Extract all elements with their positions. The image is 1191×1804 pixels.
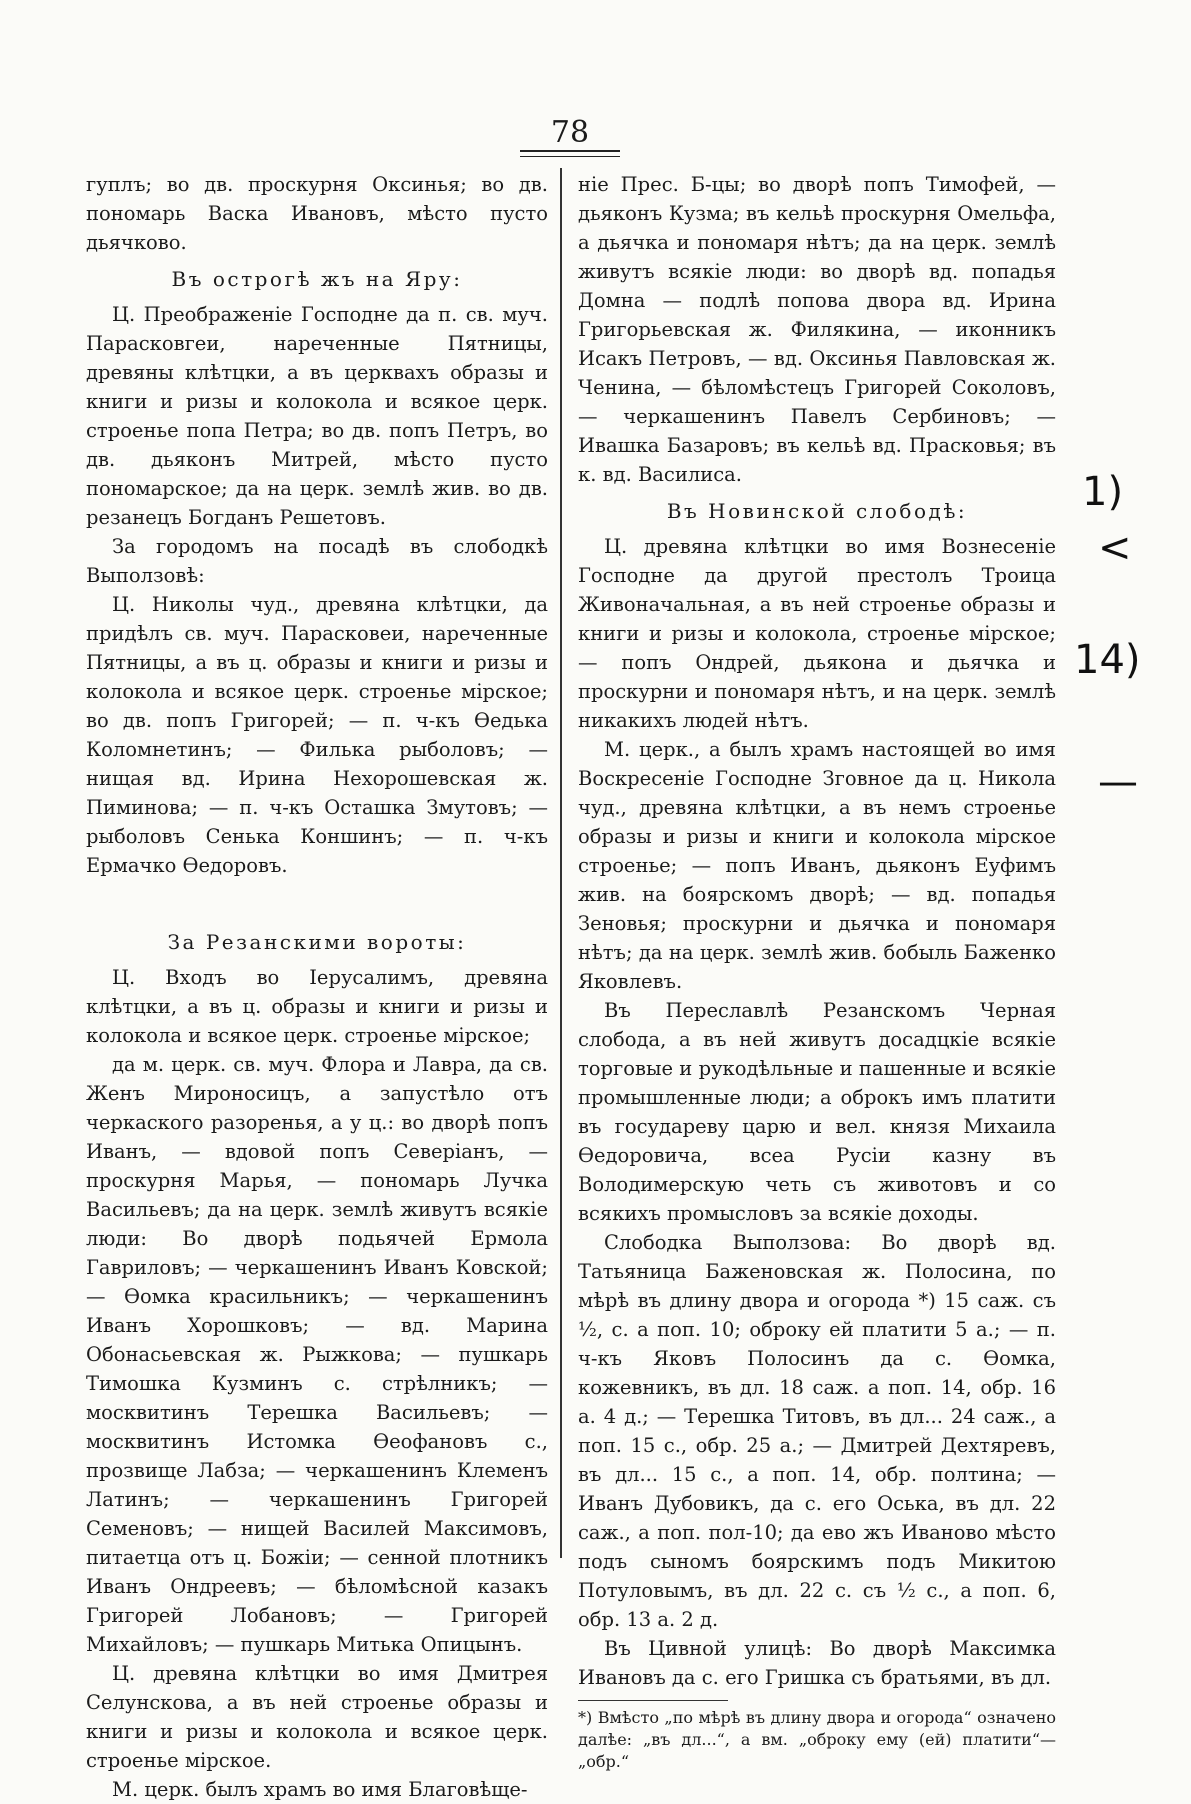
left-column [86,170,548,1801]
paragraph: ніе Прес. Б-цы; во дворѣ попъ Тимофей, — дьяконъ Кузма; въ кельѣ проскурня Омельфа, а дьячка и пономаря нѣтъ; да на церк. землѣ живутъ всякіе люди: во дворѣ вд. попадья Домна — подлѣ попова двора вд. Ирина Григорьевская ж. Филякина, — иконникъ Исакъ Петровъ, — вд. Оксинья Павловская ж. Ченина, — бѣломѣстецъ Григорей Соколовъ, — черкашенинъ Павелъ Сербиновъ; — Ивашка Базаровъ; въ кельѣ вд. Прасковья; въ к. вд. Василиса. [578,173,1056,486]
paragraph: Ц. Преображеніе Господне да п. св. муч. Парасковгеи, нареченные Пятницы, древяны клѣтцки, а въ церквахъ образы и книги и ризы и колокола и всякое церк. строенье попа Петра; во дв. попъ Петръ, во дв. дьяконъ Митрей, мѣсто пусто пономарское; да на церк. землѣ жив. во дв. резанецъ Богданъ Решетовъ. [86,303,548,529]
paragraph: М. церк., а былъ храмъ настоящей во имя Воскресеніе Господне Зговное да ц. Никола чуд., древяна клѣтцки, а въ немъ строенье образы и ризы и книги и колокола мірское строенье; — попъ Иванъ, дьяконъ Еуфимъ жив. на боярскомъ дворѣ; — вд. попадья Зеновья; проскурни и дьячка и пономаря нѣтъ; да на церк. землѣ жив. бобыль Баженко Яковлевъ. [578,738,1056,993]
section-heading: За Резанскими вороты: [167,930,467,954]
margin-mark-3: 14) [1074,637,1141,683]
footnote-rule [578,1700,728,1701]
right-column [578,170,1056,1771]
margin-mark-2: < [1098,525,1132,571]
paragraph: За городомъ на посадѣ въ слободкѣ Выползовѣ: [86,535,548,587]
column-divider [560,168,562,1558]
paragraph: Въ Переславлѣ Резанскомъ Черная слобода, а въ ней живутъ досадцкіе всякіе торговые и рукодѣльные и пашенные и всякіе промышленные люди; а оброкъ имъ платити въ государеву царю и вел. князя Михаила Өедоровича, всеа Русіи казну въ Володимерскую четь съ животовъ и со всякихъ промысловъ за всякіе доходы. [578,999,1056,1225]
paragraph: гуплъ; во дв. проскурня Оксинья; во дв. пономарь Васка Ивановъ, мѣсто пусто дьячково. [86,173,548,254]
paragraph: Ц. древяна клѣтцки во имя Вознесеніе Господне да другой престолъ Троица Живоначальная, а въ ней строенье образы и книги и ризы и колокола, строенье мірское; — попъ Ондрей, дьякона и дьячка и проскурни и пономаря нѣтъ, и на церк. землѣ никакихъ людей нѣтъ. [578,535,1056,732]
paragraph: Ц. Входъ во Іерусалимъ, древяна клѣтцки, а въ ц. образы и книги и ризы и колокола и всякое церк. строенье мірское; [86,966,548,1047]
section-heading: Въ острогѣ жъ на Яру: [171,267,463,291]
paragraph: Ц. древяна клѣтцки во имя Дмитрея Селунскова, а въ ней строенье образы и книги и ризы и колокола и всякое церк. строенье мірское. [86,1662,548,1772]
paragraph: Ц. Николы чуд., древяна клѣтцки, да придѣлъ св. муч. Парасковеи, нареченные Пятницы, а въ ц. образы и книги и ризы и колокола и всякое церк. строенье мірское; во дв. попъ Григорей; — п. ч-къ Өедька Коломнетинъ; — Филька рыболовъ; — нищая вд. Ирина Нехорошевская ж. Пиминова; — п. ч-къ Осташка Змутовъ; — рыболовъ Сенька Коншинъ; — п. ч-къ Ермачко Өедоровъ. [86,593,548,877]
paragraph: да м. церк. св. муч. Флора и Лавра, да св. Женъ Мироносицъ, а запустѣло отъ черкаского разоренья, а у ц.: во дворѣ попъ Иванъ, — вдовой попъ Северіанъ, — проскурня Марья, — пономарь Лучка Васильевъ; да на церк. землѣ живутъ всякіе люди: Во дворѣ подьячей Ермола Гавриловъ; — черкашенинъ Иванъ Ковской; — Өомка красильникъ; — черкашенинъ Иванъ Хорошковъ; — вд. Марина Обонасьевская ж. Рыжкова; — пушкарь Тимошка Кузминъ с. стрѣлникъ; — москвитинъ Терешка Васильевъ; — москвитинъ Истомка Өеофановъ с., прозвище Лабза; — черкашенинъ Клеменъ Латинъ; — черкашенинъ Григорей Семеновъ; — нищей Василей Максимовъ, питаетца отъ ц. Божіи; — сенной плотникъ Иванъ Ондреевъ; — бѣломѣсной казакъ Григорей Лобановъ; — Григорей Михайловъ; — пушкарь Митька Опицынъ. [86,1053,548,1656]
paragraph: М. церк. былъ храмъ во имя Благовѣще- [112,1778,528,1801]
footnote: *) Вмѣсто „по мѣрѣ въ длину двора и огорода“ означено далѣе: „въ дл...“, а вм. „оброку ему (ей) платити“—„обр.“ [578,1708,1056,1771]
paragraph: Въ Цивной улицѣ: Во дворѣ Максимка Ивановъ да с. его Гришка съ братьями, въ дл. [578,1637,1056,1689]
margin-mark-4: — [1098,759,1138,805]
paragraph-gap [86,880,548,920]
section-heading: Въ Новинской слободѣ: [666,499,968,523]
page-number: 78 [550,115,590,150]
margin-mark-1: 1) [1082,469,1124,515]
page-number-rule [520,150,620,157]
paragraph: Слободка Выползова: Во дворѣ вд. Татьяница Баженовская ж. Полосина, по мѣрѣ въ длину двора и огорода *) 15 саж. съ ½, с. а поп. 10; оброку ей платити 5 а.; — п. ч-къ Яковъ Полосинъ да с. Өомка, кожевникъ, въ дл. 18 саж. а поп. 14, обр. 16 а. 4 д.; — Терешка Титовъ, въ дл... 24 саж., а поп. 15 с., обр. 25 а.; — Дмитрей Дехтяревъ, въ дл... 15 с., а поп. 14, обр. полтина; — Иванъ Дубовикъ, да с. его Оська, въ дл. 22 саж., а поп. пол-10; да ево жъ Иваново мѣсто подъ сыномъ боярскимъ подъ Микитою Потуловымъ, въ дл. 22 с. съ ½ с., а поп. 6, обр. 13 а. 2 д. [578,1231,1056,1631]
